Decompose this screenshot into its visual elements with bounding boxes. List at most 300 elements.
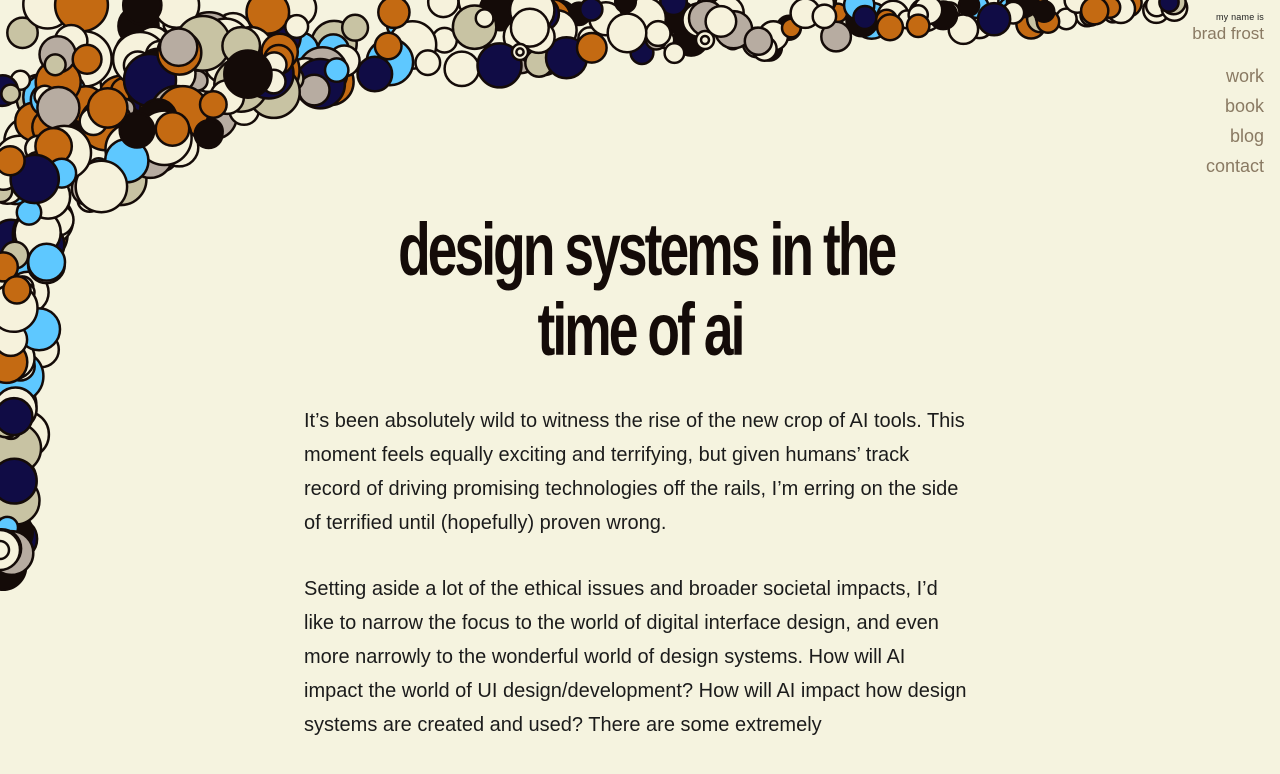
- bubble-shape: [1037, 10, 1059, 32]
- nav-link-work[interactable]: work: [1225, 66, 1264, 86]
- bubble-shape: [36, 60, 81, 105]
- bubble-shape: [318, 34, 349, 65]
- bubble-shape: [73, 45, 102, 74]
- bubble-shape: [95, 154, 146, 205]
- bubble-shape: [0, 160, 19, 190]
- bubble-shape: [76, 161, 127, 212]
- bubble-shape: [55, 32, 85, 62]
- bubble-shape: [140, 132, 179, 171]
- bubble-shape: [15, 210, 61, 256]
- bubble-shape: [577, 33, 607, 63]
- bubble-shape: [660, 0, 686, 15]
- bubble-shape: [139, 73, 191, 125]
- bubble-shape: [914, 0, 942, 24]
- bubble-shape: [72, 6, 93, 27]
- bubble-shape: [106, 123, 158, 175]
- article-paragraph-2: Setting aside a lot of the ethical issues and broader societal impacts, I’d like to narrow the focus to the world of digital interface design, and even more narrowly to the wonderful world of design systems. How will AI impact the world of UI design/development? How will AI impact how design systems are created and used? There are some extremely: [304, 578, 967, 736]
- bubble-shape: [0, 380, 36, 431]
- bubble-shape: [56, 31, 111, 86]
- bubble-shape: [480, 0, 520, 30]
- bubble-shape: [17, 200, 41, 224]
- bubble-shape: [25, 136, 51, 162]
- bubble-shape: [1104, 4, 1122, 22]
- bubble-shape: [0, 179, 12, 202]
- bubble-shape: [15, 103, 53, 141]
- bubble-shape: [876, 10, 897, 31]
- bubble-shape: [26, 106, 50, 130]
- article-title-line-2: time of ai: [537, 288, 743, 371]
- bubble-shape: [28, 244, 65, 281]
- bubble-shape: [280, 0, 317, 26]
- bubble-shape: [0, 396, 25, 429]
- bubble-shape: [128, 118, 148, 138]
- bubble-shape: [811, 0, 836, 13]
- bubble-shape: [279, 66, 303, 90]
- bubble-shape: [0, 388, 37, 430]
- bubble-shape: [999, 0, 1021, 20]
- bubble-shape: [0, 323, 27, 356]
- bubble-shape: [23, 0, 72, 29]
- bubble-shape: [0, 226, 36, 280]
- bubble-shape: [123, 0, 161, 24]
- bubble-shape: [358, 57, 393, 92]
- bubble-shape: [7, 161, 30, 184]
- bubble-shape: [657, 31, 674, 48]
- bubble-shape: [459, 0, 495, 19]
- bubble-shape: [821, 22, 851, 52]
- bubble-shape: [509, 0, 548, 28]
- bubble-shape: [1045, 0, 1076, 22]
- bubble-shape: [0, 337, 35, 379]
- bubble-shape: [0, 530, 20, 570]
- bubble-shape: [578, 27, 601, 50]
- bubble-shape: [80, 98, 132, 150]
- bubble-shape: [631, 41, 654, 64]
- bubble-shape: [0, 541, 9, 559]
- bubble-shape: [696, 31, 714, 49]
- bubble-shape: [262, 53, 282, 73]
- bubble-shape: [516, 48, 523, 55]
- bubble-shape: [33, 178, 64, 209]
- bubble-shape: [1081, 0, 1108, 24]
- bubble-shape: [907, 15, 929, 37]
- bubble-shape: [78, 188, 102, 212]
- bubble-shape: [224, 51, 271, 98]
- bubble-shape: [285, 58, 326, 99]
- bubble-shape: [753, 37, 777, 61]
- bubble-shape: [244, 43, 299, 98]
- bubble-shape: [51, 132, 92, 173]
- bubble-shape: [128, 133, 173, 178]
- bubble-shape: [1114, 0, 1141, 17]
- bubble-shape: [67, 86, 104, 123]
- bubble-shape: [34, 117, 86, 169]
- bubble-shape: [37, 126, 91, 180]
- bubble-shape: [0, 531, 33, 575]
- bubble-shape: [188, 71, 208, 91]
- bubble-shape: [0, 533, 26, 565]
- bubble-shape: [214, 43, 254, 83]
- bubble-shape: [192, 55, 238, 101]
- bubble-shape: [724, 32, 741, 49]
- bubble-shape: [0, 517, 18, 538]
- bubble-shape: [307, 58, 354, 105]
- bubble-shape: [182, 26, 215, 59]
- bubble-shape: [7, 272, 48, 313]
- bubble-shape: [23, 74, 70, 121]
- bubble-shape: [117, 36, 143, 62]
- bubble-shape: [534, 0, 571, 36]
- bubble-shape: [163, 44, 210, 91]
- bubble-shape: [152, 86, 186, 120]
- bubble-shape: [11, 155, 59, 203]
- bubble-shape: [81, 183, 109, 211]
- bubble-shape: [240, 51, 288, 99]
- bubble-shape: [31, 84, 64, 117]
- bubble-shape: [1099, 0, 1120, 18]
- bubble-shape: [0, 512, 33, 553]
- bubble-shape: [105, 139, 148, 182]
- bubble-shape: [253, 12, 301, 60]
- bubble-shape: [4, 118, 52, 166]
- bubble-shape: [663, 1, 695, 33]
- bubble-shape: [698, 0, 716, 14]
- bubble-shape: [210, 80, 244, 114]
- bubble-shape: [299, 75, 330, 106]
- bubble-shape: [187, 46, 233, 92]
- bubble-shape: [35, 86, 56, 107]
- bubble-shape: [120, 113, 155, 148]
- bubble-shape: [1162, 0, 1186, 14]
- bubble-shape: [0, 430, 36, 472]
- bubble-shape: [124, 54, 176, 106]
- bubble-shape: [17, 310, 51, 344]
- bubble-shape: [543, 0, 560, 13]
- bubble-shape: [520, 31, 564, 75]
- bubble-shape: [1008, 0, 1029, 15]
- bubble-shape: [198, 119, 223, 144]
- bubble-shape: [525, 0, 559, 31]
- bubble-shape: [791, 0, 820, 28]
- nav-link-book[interactable]: book: [1224, 96, 1264, 116]
- nav-link-contact[interactable]: contact: [1205, 156, 1264, 176]
- bubble-shape: [258, 12, 277, 31]
- bubble-shape: [0, 418, 31, 454]
- bubble-shape: [124, 51, 172, 99]
- bubble-shape: [228, 82, 250, 104]
- bubble-shape: [200, 91, 227, 118]
- bubble-shape: [1076, 4, 1099, 27]
- bubble-shape: [40, 130, 63, 153]
- bubble-shape: [959, 0, 979, 15]
- bubble-shape: [124, 52, 152, 80]
- bubble-shape: [156, 112, 189, 145]
- bubble-shape: [1, 419, 21, 439]
- bubble-shape: [715, 11, 752, 48]
- bubble-shape: [160, 69, 213, 122]
- bubble-shape: [16, 283, 34, 301]
- bubble-shape: [1027, 0, 1052, 16]
- bubble-shape: [1081, 5, 1102, 26]
- bubble-shape: [1143, 0, 1169, 23]
- bubble-shape: [940, 2, 960, 22]
- bubble-shape: [416, 50, 441, 75]
- bubble-shape: [0, 477, 40, 525]
- bubble-shape: [32, 109, 69, 146]
- bubble-shape: [1159, 0, 1178, 12]
- bubble-shape: [777, 16, 801, 40]
- site-header: [1192, 12, 1264, 44]
- bubble-shape: [160, 29, 197, 66]
- bubble-shape: [181, 48, 215, 82]
- bubble-shape: [134, 118, 183, 167]
- bubble-shape: [139, 99, 176, 136]
- bubble-shape: [589, 2, 622, 35]
- bubble-shape: [543, 1, 576, 34]
- bubble-shape: [949, 15, 978, 44]
- bubble-shape: [1, 85, 19, 103]
- bubble-shape: [0, 379, 29, 408]
- bubble-shape: [192, 53, 226, 87]
- bubble-shape: [512, 44, 528, 60]
- bubble-shape: [137, 111, 191, 165]
- bubble-shape: [428, 0, 458, 17]
- bubble-shape: [0, 172, 23, 204]
- bubble-shape: [510, 0, 554, 33]
- bubble-shape: [683, 3, 717, 37]
- bubble-shape: [225, 30, 246, 51]
- bubble-shape: [160, 128, 198, 166]
- bubble-shape: [51, 36, 95, 80]
- bubble-shape: [0, 398, 32, 435]
- bubble-shape: [1, 242, 28, 269]
- bubble-shape: [499, 0, 517, 13]
- bubble-shape: [0, 505, 27, 533]
- bubble-shape: [853, 6, 876, 29]
- bubble-shape: [262, 34, 298, 70]
- bubble-shape: [0, 496, 25, 527]
- nav-link-blog[interactable]: blog: [1229, 126, 1264, 146]
- bubble-shape: [11, 71, 30, 90]
- bubble-shape: [1065, 0, 1090, 13]
- bubble-shape: [1056, 9, 1077, 30]
- bubble-shape: [689, 1, 724, 36]
- bubble-shape: [170, 31, 222, 83]
- bubble-shape: [503, 38, 538, 73]
- bubble-shape: [79, 126, 101, 148]
- bubble-shape: [20, 108, 47, 135]
- bubble-shape: [296, 59, 345, 108]
- bubble-shape: [674, 22, 708, 56]
- bubble-shape: [829, 4, 847, 22]
- bubble-shape: [0, 351, 43, 402]
- bubble-shape: [228, 27, 273, 72]
- article-paragraph-1: It’s been absolutely wild to witness the rise of the new crop of AI tools. This moment feels equally exciting and terrifying, but given humans’ track record of driving promising technologies off the rails, I’m erring on the side of terrified until (hopefully) proven wrong.: [304, 410, 965, 534]
- bubble-shape: [157, 86, 208, 137]
- bubble-shape: [88, 88, 127, 127]
- bubble-shape: [646, 29, 667, 50]
- bubble-shape: [525, 49, 552, 76]
- bubble-shape: [40, 36, 76, 72]
- bubble-shape: [113, 32, 167, 86]
- bubble-shape: [0, 529, 21, 568]
- bubble-shape: [215, 13, 251, 49]
- bubble-shape: [37, 184, 55, 202]
- bubble-shape: [55, 0, 108, 31]
- bubble-shape: [909, 5, 928, 24]
- bubble-shape: [230, 58, 257, 85]
- bubble-shape: [16, 278, 36, 298]
- bubble-shape: [445, 52, 479, 86]
- bubble-shape: [568, 3, 590, 25]
- bubble-shape: [72, 172, 105, 205]
- bubble-shape: [28, 246, 65, 283]
- bubble-shape: [0, 341, 25, 374]
- bubble-shape: [20, 118, 60, 158]
- bubble-shape: [1146, 2, 1164, 20]
- bubble-shape: [118, 6, 158, 46]
- bubble-shape: [164, 142, 184, 162]
- bubble-shape: [0, 314, 27, 344]
- bubble-shape: [325, 58, 348, 81]
- bubble-shape: [97, 108, 120, 131]
- bubble-shape: [35, 128, 71, 164]
- bubble-shape: [164, 14, 184, 34]
- bubble-shape: [77, 99, 115, 137]
- bubble-shape: [23, 210, 45, 232]
- name-kicker: my name is: [1215, 12, 1264, 22]
- bubble-shape: [89, 158, 108, 177]
- bubble-shape: [998, 0, 1025, 16]
- bubble-shape: [37, 87, 79, 129]
- bubble-shape: [1160, 0, 1177, 15]
- bubble-shape: [432, 28, 457, 53]
- bubble-shape: [45, 54, 66, 75]
- bubble-shape: [312, 21, 357, 66]
- bubble-shape: [782, 19, 801, 38]
- bubble-shape: [248, 66, 300, 118]
- site-name-link[interactable]: brad frost: [1192, 24, 1264, 43]
- bubble-shape: [229, 95, 259, 125]
- bubble-shape: [0, 245, 15, 273]
- bubble-shape: [201, 19, 251, 69]
- bubble-shape: [140, 49, 176, 85]
- article-title-line-1: design systems in the: [398, 208, 895, 291]
- bubble-shape: [97, 76, 146, 125]
- bubble-shape: [0, 220, 30, 258]
- bubble-shape: [453, 6, 496, 49]
- bubble-shape: [129, 71, 174, 116]
- bubble-shape: [802, 0, 834, 20]
- bubble-shape: [1027, 5, 1054, 32]
- bubble-shape: [96, 146, 127, 177]
- bubble-shape: [2, 411, 49, 458]
- bubble-shape: [0, 146, 25, 175]
- bubble-shape: [0, 529, 28, 569]
- bubble-shape: [478, 43, 522, 87]
- bubble-shape: [130, 38, 171, 79]
- bubble-shape: [978, 3, 1010, 35]
- bubble-shape: [0, 284, 32, 317]
- bubble-shape: [387, 16, 407, 36]
- bubble-shape: [47, 159, 76, 188]
- bubble-shape: [0, 174, 30, 204]
- bubble-shape: [482, 58, 505, 81]
- bubble-shape: [264, 45, 293, 74]
- bubble-shape: [0, 518, 37, 559]
- bubble-shape: [155, 53, 195, 93]
- bubble-shape: [55, 25, 88, 58]
- article-main: [304, 210, 976, 774]
- bubble-shape: [6, 352, 35, 381]
- bubble-shape: [158, 31, 202, 75]
- bubble-shape: [665, 43, 685, 63]
- bubble-shape: [13, 207, 68, 262]
- bubble-shape: [378, 0, 409, 28]
- bubble-shape: [0, 330, 31, 378]
- bubble-shape: [1036, 8, 1056, 28]
- bubble-shape: [608, 14, 647, 53]
- bubble-shape: [966, 0, 989, 18]
- bubble-shape: [0, 252, 18, 281]
- bubble-shape: [0, 531, 15, 549]
- bubble-shape: [0, 538, 23, 582]
- bubble-shape: [72, 95, 92, 115]
- bubble-shape: [898, 11, 916, 29]
- bubble-shape: [646, 21, 671, 46]
- bubble-shape: [389, 21, 436, 68]
- bubble-shape: [179, 19, 225, 65]
- bubble-shape: [476, 9, 494, 27]
- bubble-shape: [36, 162, 64, 190]
- bubble-shape: [1003, 2, 1025, 24]
- bubble-shape: [0, 534, 16, 557]
- bubble-shape: [706, 6, 737, 37]
- bubble-shape: [176, 16, 231, 71]
- bubble-shape: [375, 33, 402, 60]
- bubble-shape: [136, 27, 171, 62]
- bubble-shape: [0, 458, 36, 499]
- bubble-shape: [195, 120, 223, 148]
- bubble-shape: [0, 406, 22, 438]
- bubble-shape: [844, 0, 874, 20]
- bubble-shape: [634, 0, 664, 26]
- bubble-shape: [1162, 0, 1188, 21]
- bubble-shape: [0, 423, 41, 473]
- bubble-shape: [214, 58, 267, 111]
- bubble-shape: [1034, 1, 1055, 22]
- bubble-shape: [244, 49, 294, 99]
- bubble-shape: [246, 0, 289, 34]
- bubble-shape: [813, 5, 836, 28]
- primary-nav: [1206, 66, 1264, 186]
- bubble-shape: [17, 75, 64, 122]
- bubble-shape: [182, 12, 236, 66]
- bubble-shape: [124, 111, 148, 135]
- bubble-shape: [284, 33, 318, 67]
- bubble-shape: [146, 41, 174, 69]
- bubble-shape: [0, 529, 27, 572]
- bubble-shape: [285, 15, 308, 38]
- bubble-shape: [745, 28, 772, 55]
- bubble-shape: [140, 93, 173, 126]
- bubble-shape: [140, 77, 185, 122]
- bubble-shape: [143, 53, 164, 74]
- bubble-shape: [154, 0, 199, 28]
- bubble-shape: [878, 1, 909, 32]
- bubble-shape: [537, 10, 577, 50]
- bubble-shape: [0, 341, 27, 383]
